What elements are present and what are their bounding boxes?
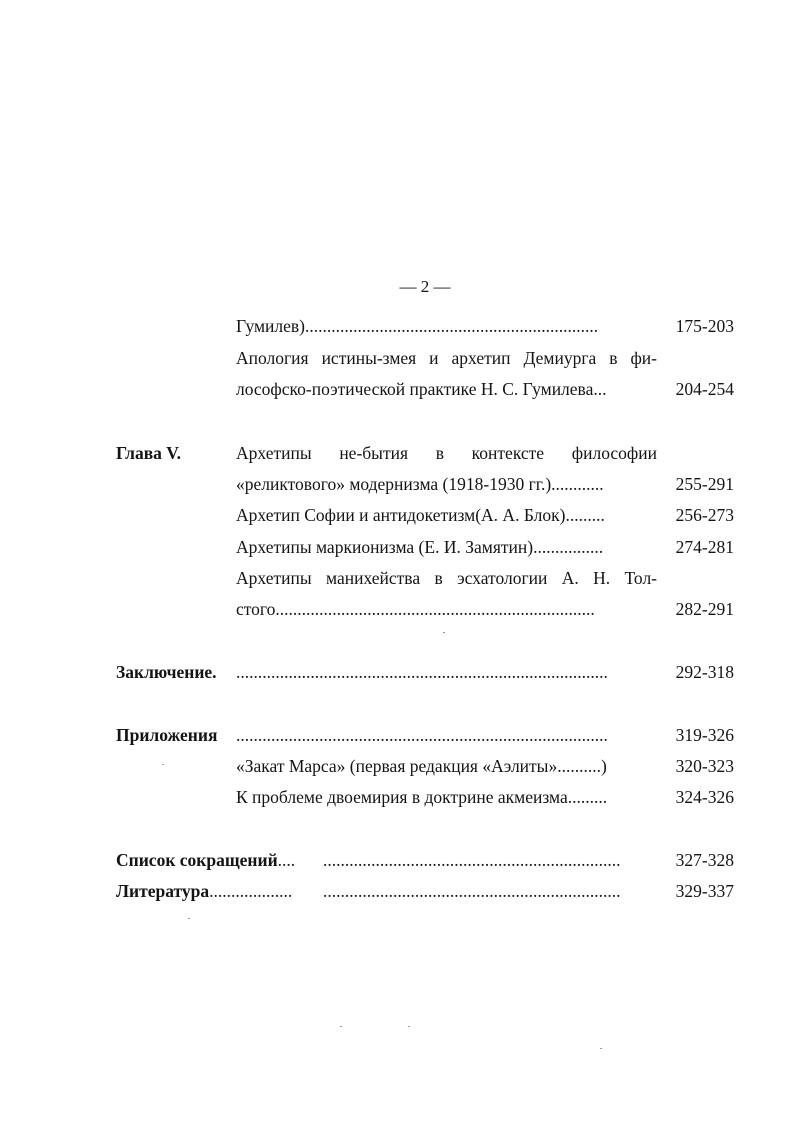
toc-entry-pages: 255-291 bbox=[675, 474, 734, 494]
chapter-label: Глава V. bbox=[116, 443, 182, 463]
leader-dots: .................................................................... bbox=[323, 850, 621, 870]
toc-entry-text: Архетипы маркионизма (Е. И. Замятин)................ bbox=[236, 537, 604, 557]
toc-entry-text: лософско-поэтической практике Н. С. Гумилева... bbox=[236, 379, 607, 399]
toc-entry-text: К проблеме двоемирия в доктрине акмеизма......... bbox=[236, 787, 608, 807]
section-label: Приложения bbox=[116, 725, 218, 745]
toc-entry-text: Апология истины-змея и архетип Демиурга в фи- bbox=[236, 348, 657, 368]
toc-entry-pages: 320-323 bbox=[675, 756, 734, 776]
chapter-title-line2: «реликтового» модернизма (1918-1930 гг.)............ bbox=[236, 474, 604, 494]
leader-dots: ..................................................................................... bbox=[236, 725, 608, 745]
section-label: Список сокращений bbox=[116, 850, 278, 870]
toc-entry-pages: 282-291 bbox=[675, 599, 734, 619]
toc-entry-pages: 324-326 bbox=[675, 787, 734, 807]
scan-speck bbox=[408, 1026, 410, 1027]
toc-entry-text: «Закат Марса» (первая редакция «Аэлиты»..........) bbox=[236, 756, 607, 776]
page-number: — 2 — bbox=[399, 277, 451, 296]
leader-dots: .... bbox=[277, 850, 296, 870]
toc-entry-pages: 319-326 bbox=[675, 725, 734, 745]
scan-speck bbox=[162, 764, 164, 765]
leader-dots: ................... bbox=[209, 881, 293, 901]
leader-dots: .................................................................... bbox=[323, 881, 621, 901]
toc-entry-pages: 327-328 bbox=[675, 850, 734, 870]
toc-entry-pages: 256-273 bbox=[675, 505, 734, 525]
toc-entry-pages: 204-254 bbox=[675, 379, 734, 399]
leader-dots: ..................................................................................... bbox=[236, 662, 608, 682]
toc-entry-pages: 329-337 bbox=[675, 881, 734, 901]
section-label-row bbox=[116, 880, 292, 902]
toc-entry-text: Архетип Софии и антидокетизм(А. А. Блок)......... bbox=[236, 505, 605, 525]
toc-entry-text: стого......................................................................... bbox=[236, 599, 595, 619]
toc-entry-text: Гумилев)................................................................... bbox=[236, 316, 599, 336]
chapter-title-line1: Архетипы не-бытия в контексте философии bbox=[236, 443, 657, 463]
scan-speck bbox=[188, 918, 190, 919]
toc-entry-text: Архетипы манихейства в эсхатологии А. Н. Тол- bbox=[236, 568, 657, 588]
section-label: Литература bbox=[116, 881, 210, 901]
section-label: Заключение. bbox=[116, 662, 217, 682]
section-label-row bbox=[116, 849, 295, 871]
toc-entry-pages: 274-281 bbox=[675, 537, 734, 557]
scan-speck bbox=[443, 632, 445, 633]
toc-entry-pages: 175-203 bbox=[675, 316, 734, 336]
scan-speck bbox=[600, 1048, 602, 1049]
scan-speck bbox=[340, 1026, 342, 1027]
toc-entry-pages: 292-318 bbox=[675, 662, 734, 682]
